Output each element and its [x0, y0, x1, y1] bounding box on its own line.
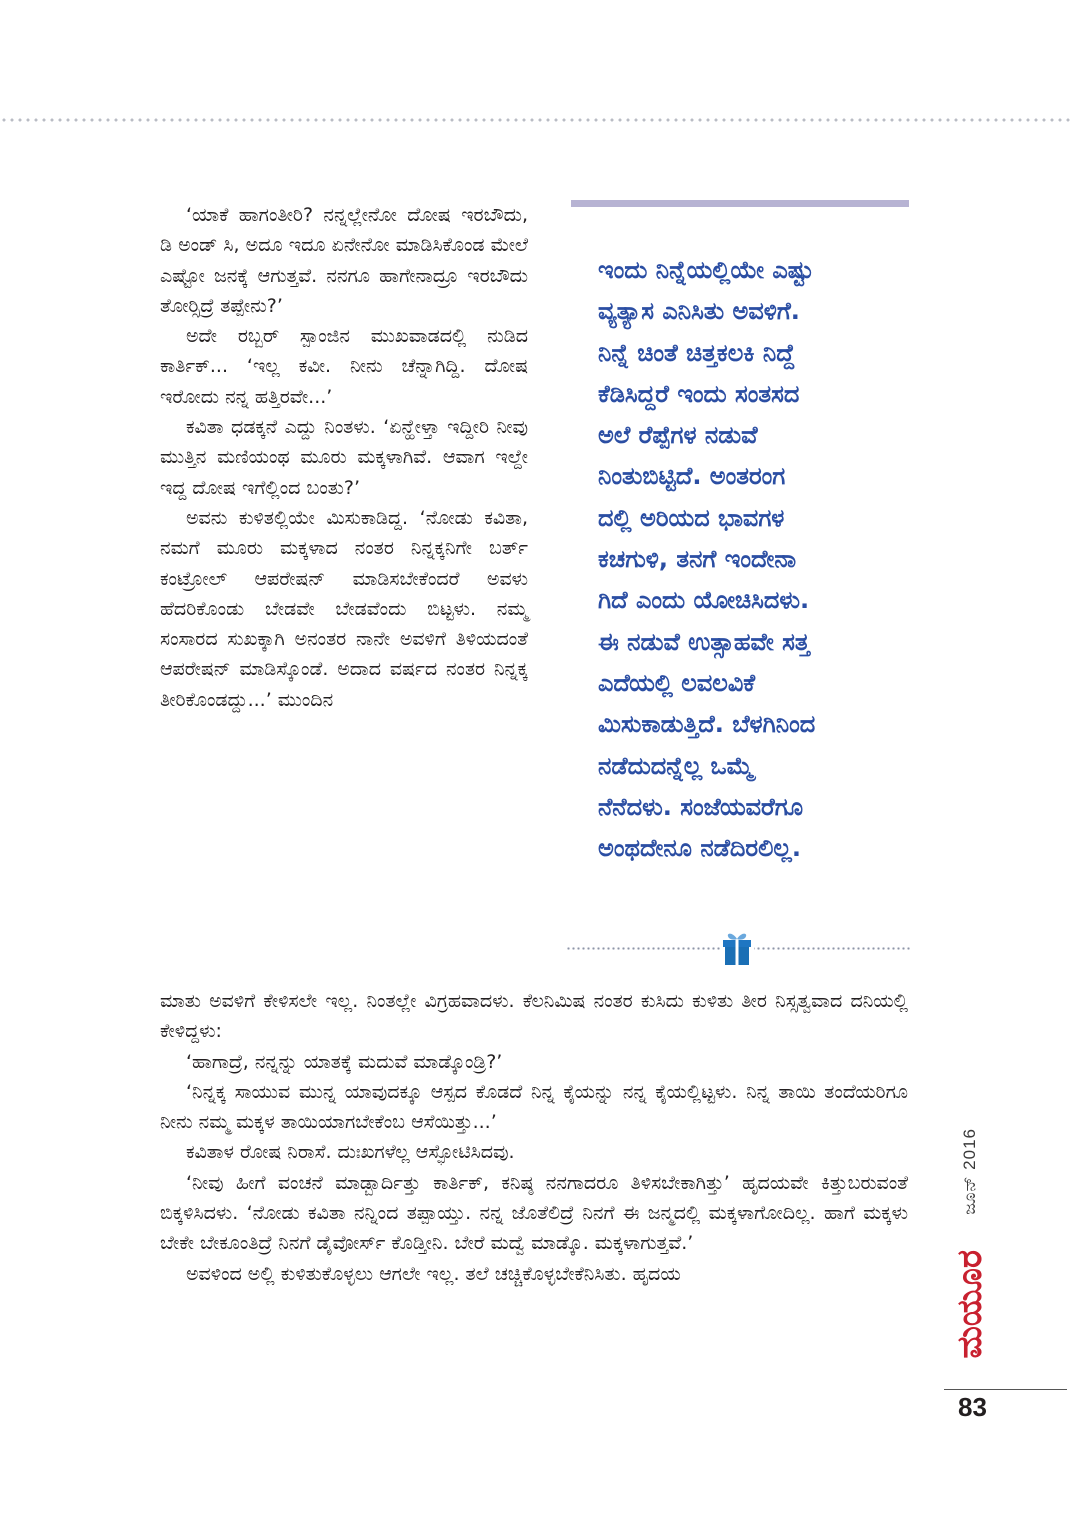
paragraph: ಅವಳಿಂದ ಅಲ್ಲಿ ಕುಳಿತುಕೊಳ್ಳಲು ಆಗಲೇ ಇಲ್ಲ. ತಲೆ ಚಚ್ಚಿಕೊಳ್ಳಬೇಕೆನಿಸಿತು. ಹೃದಯ [186, 1262, 681, 1285]
page-number: 83 [958, 1392, 987, 1422]
gift-box-icon [720, 930, 754, 966]
pull-quote-line: ಅಲೆ ರೆಪ್ಪೆಗಳ ನಡುವೆ [598, 421, 758, 450]
pull-quote-line: ನಡೆದುದನ್ನೆಲ್ಲ ಒಮ್ಮೆ [598, 751, 754, 780]
section-divider [566, 930, 910, 966]
paragraph: ಕವಿತಾ ಧಡಕ್ಕನೆ ಎದ್ದು ನಿಂತಳು. ‘ಏನ್ಹೇಳ್ತಾ ಇದ್ದೀರಿ ನೀವು ಮುತ್ತಿನ ಮಣಿಯಂಥ ಮೂರು ಮಕ್ಕಳಾಗಿವೆ. ಆವಾಗ ಇಲ್ದೇ ಇದ್ದ ದೋಷ ಇಗೆಲ್ಲಿಂದ ಬಂತು?’ [160, 416, 528, 499]
pull-quote-line: ವ್ಯತ್ಯಾಸ ಎನಿಸಿತು ಅವಳಿಗೆ. [598, 297, 800, 326]
pull-quote-line: ನಿನ್ನೆ ಚಿಂತೆ ಚಿತ್ತಕಲಕಿ ನಿದ್ದೆ [598, 338, 795, 367]
pull-quote-rule [571, 200, 909, 207]
pull-quote-line: ನಿಂತುಬಿಟ್ಟಿದೆ. ಅಂತರಂಗ [598, 462, 786, 491]
paragraph: ‘ಹಾಗಾದ್ರೆ, ನನ್ನನ್ನು ಯಾತಕ್ಕೆ ಮದುವೆ ಮಾಡ್ಕೊಂಡ್ರಿ?’ [186, 1050, 503, 1073]
left-text-column [160, 200, 528, 715]
paragraph: ‘ನೀವು ಹೀಗೆ ವಂಚನೆ ಮಾಡ್ಬಾರ್ದಿತ್ತು ಕಾರ್ತಿಕ್, ಕನಿಷ್ಠ ನನಗಾದರೂ ತಿಳಿಸಬೇಕಾಗಿತ್ತು’ ಹೃದಯವೇ ಕಿತ್ತುಬರುವಂತೆ ಬಿಕ್ಕಳಿಸಿದಳು. ‘ನೋಡು ಕವಿತಾ ನನ್ನಿಂದ ತಪ್ಪಾಯ್ತು. ನನ್ನ ಜೊತೆಲಿದ್ರೆ ನಿನಗೆ ಈ ಜನ್ಮದಲ್ಲಿ ಮಕ್ಕಳಾಗೋದಿಲ್ಲ. ಹಾಗೆ ಮಕ್ಕಳು ಬೇಕೇ ಬೇಕೂಂತಿದ್ರೆ ನಿನಗೆ ಡೈವೋರ್ಸ್ ಕೊಡ್ತೀನಿ. ಬೇರೆ ಮದ್ವೆ ಮಾಡ್ಕೊ. ಮಕ್ಕಳಾಗುತ್ತವೆ.’ [160, 1171, 908, 1255]
paragraph: ಅದೇ ರಬ್ಬರ್ ಸ್ಪಾಂಜಿನ ಮುಖವಾಡದಲ್ಲಿ ನುಡಿದ ಕಾರ್ತಿಕ್... ‘ಇಲ್ಲ ಕವೀ. ನೀನು ಚೆನ್ನಾಗಿದ್ದಿ. ದೋಷ ಇರೋದು ನನ್ನ ಹತ್ತಿರವೇ...’ [160, 325, 528, 408]
pull-quote-line: ಗಿದೆ ಎಂದು ಯೋಚಿಸಿದಳು. [598, 586, 810, 615]
pull-quote [598, 250, 908, 869]
pull-quote-line: ಕಚಗುಳಿ, ತನಗೆ ಇಂದೇನಾ [598, 545, 797, 574]
paragraph: ಕವಿತಾಳ ರೋಷ ನಿರಾಸೆ. ದುಃಖಗಳೆಲ್ಲ ಆಸ್ಫೋಟಿಸಿದವು. [186, 1141, 515, 1164]
pull-quote-line: ಅಂಥದೇನೂ ನಡೆದಿರಲಿಲ್ಲ. [598, 834, 801, 863]
pull-quote-line: ಎದೆಯಲ್ಲಿ ಲವಲವಿಕೆ [598, 668, 756, 697]
paragraph: ಅವನು ಕುಳಿತಲ್ಲಿಯೇ ಮಿಸುಕಾಡಿದ್ದ. ‘ನೋಡು ಕವಿತಾ, ನಮಗೆ ಮೂರು ಮಕ್ಕಳಾದ ನಂತರ ನಿನ್ನಕ್ಕನಿಗೇ ಬರ್ತ್ ಕಂಟ್ರೋಲ್ ಆಪರೇಷನ್ ಮಾಡಿಸಬೇಕೆಂದರೆ ಅವಳು ಹೆದರಿಕೊಂಡು ಬೇಡವೇ ಬೇಡವೆಂದು ಬಿಟ್ಟಳು. ನಮ್ಮ ಸಂಸಾರದ ಸುಖಕ್ಕಾಗಿ ಅನಂತರ ನಾನೇ ಅವಳಿಗೆ ತಿಳಿಯದಂತೆ ಆಪರೇಷನ್ ಮಾಡಿಸ್ಕೊಂಡೆ. ಅದಾದ ವರ್ಷದ ನಂತರ ನಿನ್ನಕ್ಕ ತೀರಿಕೊಂಡದ್ದು...’ ಮುಂದಿನ [160, 506, 528, 711]
pull-quote-line: ಮಿಸುಕಾಡುತ್ತಿದೆ. ಬೆಳಗಿನಿಂದ [598, 710, 816, 739]
pull-quote-line: ಇಂದು ನಿನ್ನೆಯಲ್ಲಿಯೇ ಎಷ್ಟು [598, 256, 814, 284]
paragraph: ‘ಯಾಕೆ ಹಾಗಂತೀರಿ? ನನ್ನಲ್ಲೇನೋ ದೋಷ ಇರಬೌದು, ಡಿ ಅಂಡ್ ಸಿ, ಅದೂ ಇದೂ ಏನೇನೋ ಮಾಡಿಸಿಕೊಂಡ ಮೇಲೆ ಎಷ್ಟೋ ಜನಕ್ಕೆ ಆಗುತ್ತವೆ. ನನಗೂ ಹಾಗೇನಾದ್ರೂ ಇರಬೌದು ತೋರ್‍ಸಿದ್ರೆ ತಪ್ಪೇನು?’ [160, 204, 528, 317]
issue-date: ಜೂನ್ 2016 [960, 1128, 979, 1215]
magazine-logo: ಮಯೂರ [950, 1250, 990, 1359]
top-dotted-rule [0, 118, 1072, 122]
folio-rule [944, 1389, 1067, 1390]
full-width-text [160, 986, 908, 1289]
pull-quote-line: ಕೆಡಿಸಿದ್ದರೆ ಇಂದು ಸಂತಸದ [598, 379, 800, 408]
paragraph: ‘ನಿನ್ನಕ್ಕ ಸಾಯುವ ಮುನ್ನ ಯಾವುದಕ್ಕೂ ಆಸ್ಪದ ಕೊಡದೆ ನಿನ್ನ ಕೈಯನ್ನು ನನ್ನ ಕೈಯಲ್ಲಿಟ್ಟಳು. ನಿನ್ನ ತಾಯಿ ತಂದೆಯರಿಗೂ ನೀನು ನಮ್ಮ ಮಕ್ಕಳ ತಾಯಿಯಾಗಬೇಕೆಂಬ ಆಸೆಯಿತ್ತು...’ [160, 1080, 908, 1134]
paragraph: ಮಾತು ಅವಳಿಗೆ ಕೇಳಿಸಲೇ ಇಲ್ಲ. ನಿಂತಲ್ಲೇ ವಿಗ್ರಹವಾದಳು. ಕೆಲನಿಮಿಷ ನಂತರ ಕುಸಿದು ಕುಳಿತು ತೀರ ನಿಸ್ಸತ್ವವಾದ ದನಿಯಲ್ಲಿ ಕೇಳಿದ್ದಳು: [160, 990, 908, 1043]
pull-quote-line: ದಲ್ಲಿ ಅರಿಯದ ಭಾವಗಳ [598, 503, 785, 532]
pull-quote-line: ನೆನೆದಳು. ಸಂಜೆಯವರೆಗೂ [598, 792, 804, 821]
pull-quote-line: ಈ ನಡುವೆ ಉತ್ಸಾಹವೇ ಸತ್ತ [598, 627, 810, 656]
